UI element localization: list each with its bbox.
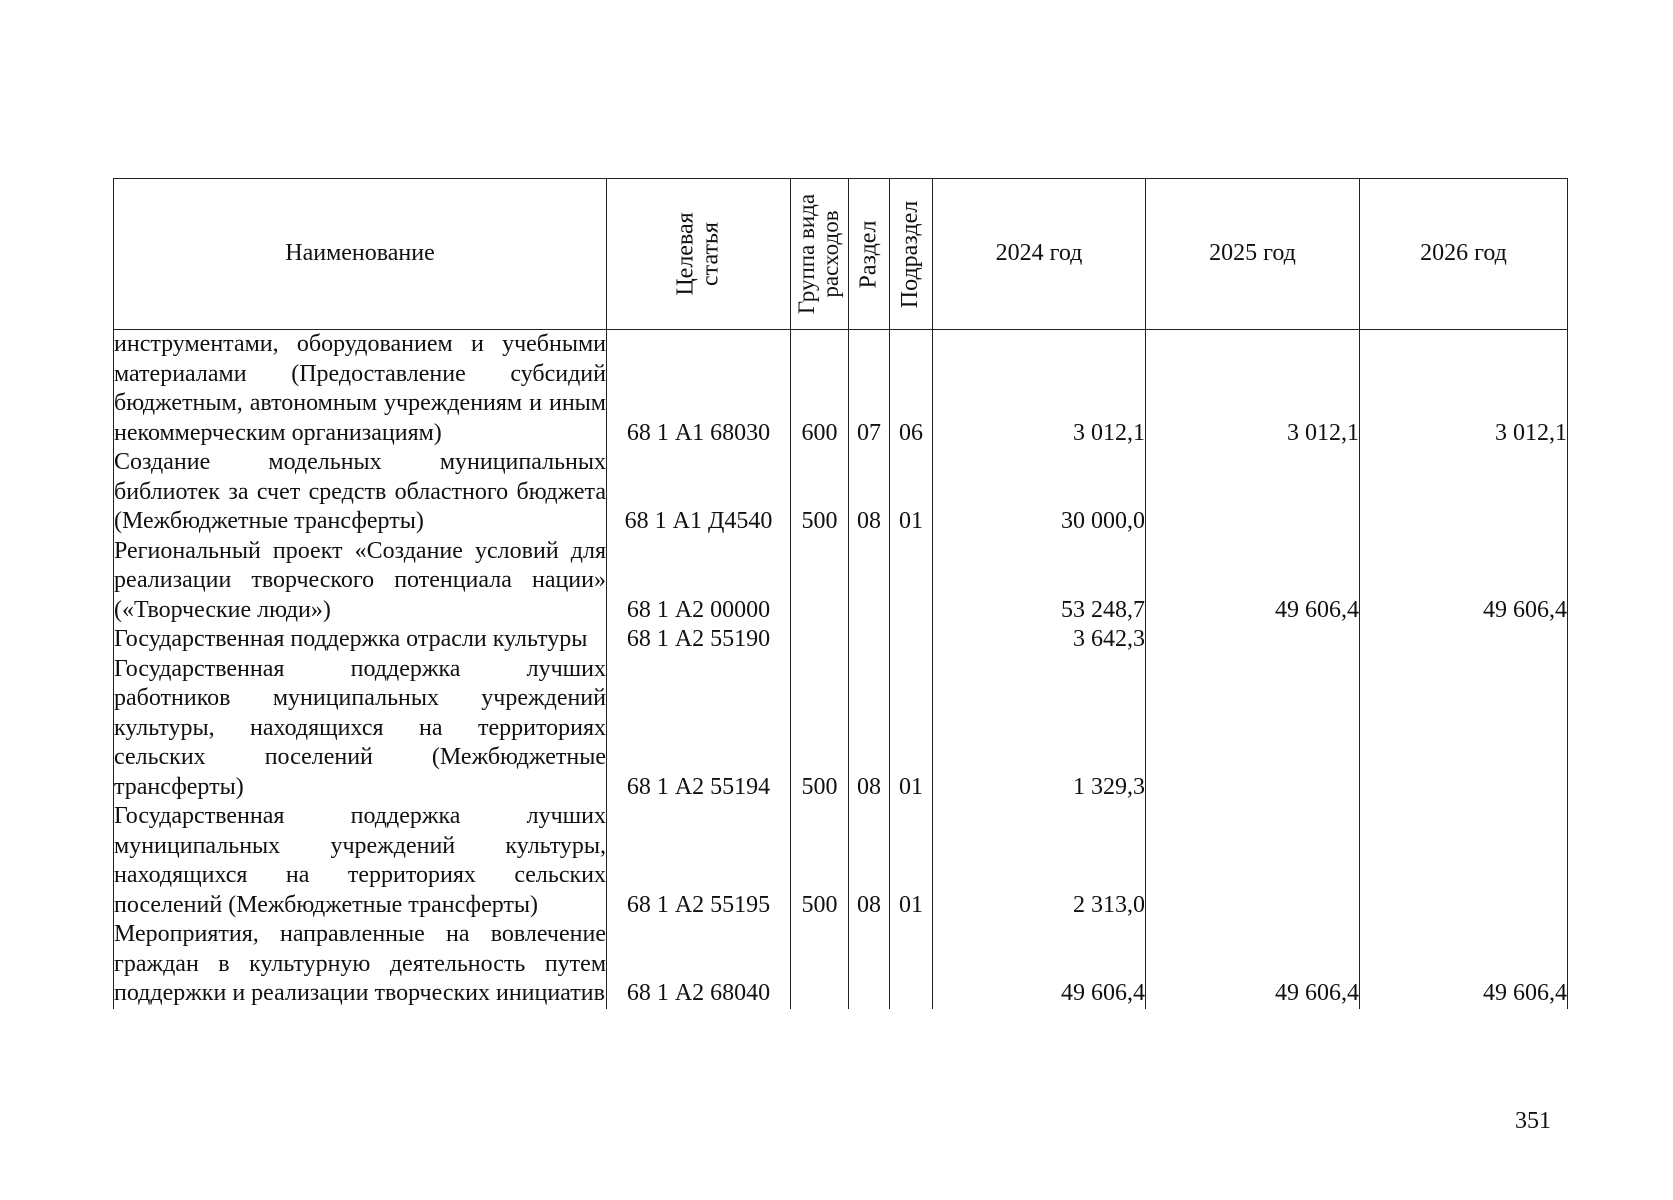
- row-subsection: 01: [890, 655, 933, 803]
- row-name: инструментами, оборудованием и учебными материалами (Предоставление субсидий бюджетным, автономным учреждениям и иным некоммерческим организациям): [114, 330, 607, 449]
- table-row: [114, 330, 1568, 449]
- row-2025: [1146, 802, 1360, 920]
- row-2026: [1360, 802, 1568, 920]
- row-2026: [1360, 655, 1568, 803]
- table-row: [114, 655, 1568, 803]
- table-row: [114, 920, 1568, 1009]
- row-name: Государственная поддержка лучших муниципальных учреждений культуры, находящихся на территориях сельских поселений (Межбюджетные трансферты): [114, 802, 607, 920]
- row-subsection: 06: [890, 330, 933, 449]
- row-section: [849, 537, 890, 626]
- table-header-row: [114, 179, 1568, 330]
- row-section: 07: [849, 330, 890, 449]
- table-row: [114, 448, 1568, 537]
- row-code: 68 1 А2 68040: [607, 920, 791, 1009]
- row-section: 08: [849, 802, 890, 920]
- row-2024: 3 012,1: [933, 330, 1146, 449]
- row-group: [791, 625, 849, 655]
- row-subsection: [890, 537, 933, 626]
- row-name: Государственная поддержка лучших работников муниципальных учреждений культуры, находящихся на территориях сельских поселений (Межбюджетные трансферты): [114, 655, 607, 803]
- row-name: Мероприятия, направленные на вовлечение граждан в культурную деятельность путем поддержки и реализации творческих инициатив: [114, 920, 607, 1009]
- table-row: [114, 625, 1568, 655]
- row-2025: [1146, 448, 1360, 537]
- row-code: 68 1 А1 Д4540: [607, 448, 791, 537]
- header-name: Наименование: [114, 179, 607, 330]
- header-expense-group: [791, 179, 849, 330]
- row-section: 08: [849, 448, 890, 537]
- row-code: 68 1 А2 55195: [607, 802, 791, 920]
- row-2026: [1360, 625, 1568, 655]
- row-section: [849, 920, 890, 1009]
- row-2026: 3 012,1: [1360, 330, 1568, 449]
- row-subsection: [890, 625, 933, 655]
- header-target-article: [607, 179, 791, 330]
- row-2024: 53 248,7: [933, 537, 1146, 626]
- row-subsection: 01: [890, 448, 933, 537]
- row-2024: 3 642,3: [933, 625, 1146, 655]
- header-2024: 2024 год: [933, 179, 1146, 330]
- row-code: 68 1 А1 68030: [607, 330, 791, 449]
- row-2026: 49 606,4: [1360, 920, 1568, 1009]
- row-group: [791, 920, 849, 1009]
- budget-table: [113, 178, 1568, 1009]
- row-subsection: 01: [890, 802, 933, 920]
- row-group: 500: [791, 655, 849, 803]
- row-name: Региональный проект «Создание условий для реализации творческого потенциала нации» («Творческие люди»): [114, 537, 607, 626]
- row-2025: 49 606,4: [1146, 537, 1360, 626]
- header-subsection: [890, 179, 933, 330]
- row-name: Государственная поддержка отрасли культуры: [114, 625, 607, 655]
- row-2024: 49 606,4: [933, 920, 1146, 1009]
- row-2025: [1146, 625, 1360, 655]
- row-group: 500: [791, 448, 849, 537]
- row-code: 68 1 А2 55190: [607, 625, 791, 655]
- table-row: [114, 802, 1568, 920]
- header-group-line1: Группа вида: [794, 193, 820, 315]
- header-target-line2: статья: [697, 222, 724, 286]
- header-group-line2: расходов: [818, 210, 844, 298]
- row-subsection: [890, 920, 933, 1009]
- row-name: Создание модельных муниципальных библиотек за счет средств областного бюджета (Межбюджетные трансферты): [114, 448, 607, 537]
- row-code: 68 1 А2 00000: [607, 537, 791, 626]
- row-2024: 2 313,0: [933, 802, 1146, 920]
- row-2026: [1360, 448, 1568, 537]
- row-2025: 49 606,4: [1146, 920, 1360, 1009]
- row-2024: 30 000,0: [933, 448, 1146, 537]
- header-target-line1: Целевая: [672, 212, 699, 296]
- row-group: [791, 537, 849, 626]
- page-number: 351: [1515, 1108, 1551, 1134]
- header-2025: 2025 год: [1146, 179, 1360, 330]
- row-section: [849, 625, 890, 655]
- header-2026: 2026 год: [1360, 179, 1568, 330]
- table-row: [114, 537, 1568, 626]
- header-subsection-label: Подраздел: [897, 200, 924, 308]
- row-group: 500: [791, 802, 849, 920]
- row-group: 600: [791, 330, 849, 449]
- row-section: 08: [849, 655, 890, 803]
- row-code: 68 1 А2 55194: [607, 655, 791, 803]
- header-section-label: Раздел: [855, 220, 882, 288]
- row-2025: [1146, 655, 1360, 803]
- row-2025: 3 012,1: [1146, 330, 1360, 449]
- row-2026: 49 606,4: [1360, 537, 1568, 626]
- header-section: [849, 179, 890, 330]
- row-2024: 1 329,3: [933, 655, 1146, 803]
